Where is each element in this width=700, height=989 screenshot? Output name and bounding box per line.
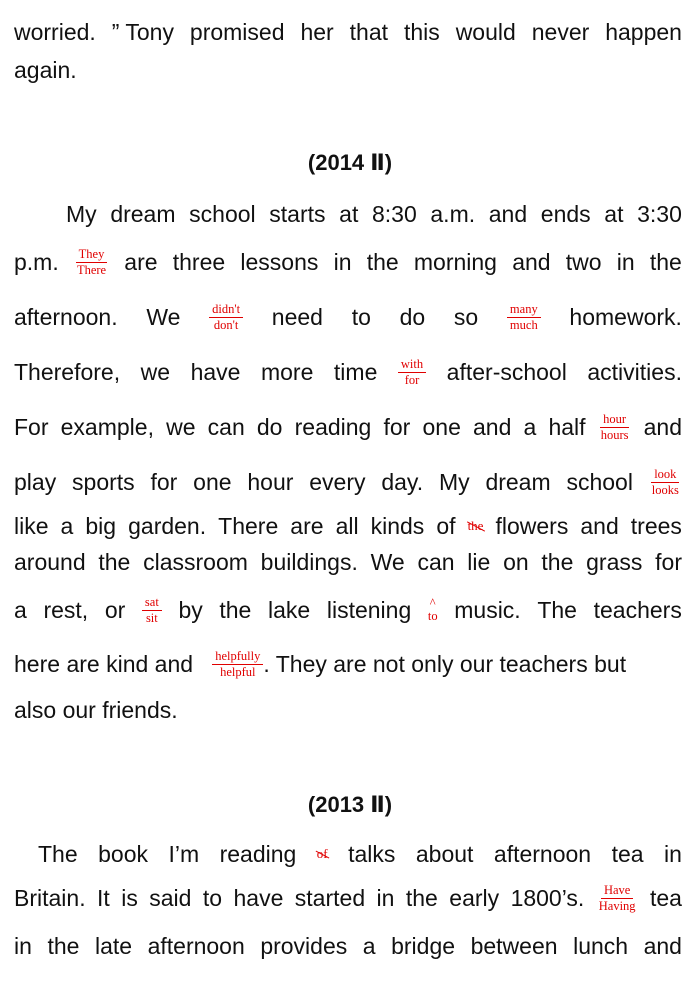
word: and [643,413,682,440]
text-line [14,462,682,502]
word: trees [630,512,682,539]
word: big [85,512,117,539]
correction-mark [649,467,682,498]
word: dream [485,468,551,495]
word: school [189,200,256,227]
word: half [548,413,586,440]
word: look [651,467,679,483]
word: again. [14,56,77,83]
word: Having [598,898,636,913]
word: are [124,248,158,275]
word: and [488,200,528,227]
word: . They [263,650,327,677]
word: talks [348,840,396,867]
word: the [541,548,574,575]
word: in [616,248,635,275]
word: many [507,302,541,318]
word: have [190,358,241,385]
word: the [366,248,399,275]
word: at [604,200,624,227]
word: sit [145,610,158,625]
word: with [398,357,426,373]
word: example, [60,413,154,440]
text-line [14,297,682,337]
word: hour [247,468,294,495]
word: My [66,200,97,227]
word: provides [260,932,348,959]
word: teachers [499,650,588,677]
word: We [370,548,405,575]
word: hours [600,427,629,442]
correction-mark [209,302,243,333]
word: much [509,317,538,332]
text-line [14,352,682,392]
word: of [436,512,456,539]
word: school [566,468,633,495]
word: her [300,18,334,45]
word: For [14,413,49,440]
text-line [14,50,682,90]
word: can [207,413,245,440]
word: don't [213,317,239,332]
word: the [219,596,252,623]
word: we [166,413,196,440]
word: the [405,884,438,911]
word: we [140,358,171,385]
word: all [335,512,359,539]
word: music. [454,596,521,623]
correction-mark [212,649,263,680]
deletion-mark: of [316,846,328,861]
word: between [470,932,558,959]
word: for [383,413,411,440]
word: a [14,596,27,623]
word: are [290,512,324,539]
word: The [38,840,78,867]
word: need [271,303,323,330]
word: to [427,609,438,623]
word: promised [189,18,285,45]
text-line [14,407,682,447]
word: They [76,247,108,263]
word: There [76,262,107,277]
word: teachers [593,596,682,623]
word: listening [326,596,412,623]
word: a [60,512,74,539]
word: this [403,18,440,45]
word: for [150,468,178,495]
text-line [14,506,682,546]
correction-mark [596,883,639,914]
correction-mark [142,595,162,626]
word: for [655,548,682,575]
correction-mark [398,357,426,388]
word: that [349,18,389,45]
word: garden. [128,512,207,539]
word: Have [601,883,633,899]
word: are [333,650,367,677]
word: lie [467,548,491,575]
word: in [14,932,32,959]
word: a.m. [430,200,476,227]
word: Britain. [14,884,86,911]
word: and [154,650,194,677]
word: morning [413,248,497,275]
word: and [473,413,512,440]
word: so [453,303,479,330]
word: homework. [569,303,682,330]
word: ” Tony [111,18,174,45]
word: in [333,248,352,275]
word: more [260,358,314,385]
word: or [104,596,126,623]
word: can [417,548,455,575]
word: ^ [429,596,436,610]
word: two [565,248,602,275]
insertion-mark [428,597,438,623]
word: dream [110,200,176,227]
word: for [404,372,420,387]
word: one [422,413,461,440]
word: Therefore, [14,358,121,385]
word: and [580,512,619,539]
word: There [218,512,279,539]
word: afternoon. [14,303,118,330]
word: book [98,840,148,867]
word: worried. [14,18,96,45]
word: looks [651,482,679,497]
word: around [14,548,86,575]
deletion-mark: the [467,518,484,533]
text-line [14,542,682,582]
word: 3:30 [637,200,682,227]
word: but [594,650,627,677]
word: do [256,413,283,440]
word: started [294,884,366,911]
word: p.m. [14,248,59,275]
word: reading [219,840,297,867]
word: in [376,884,395,911]
section-heading: (2014 Ⅱ) [307,150,393,175]
word: reading [294,413,372,440]
word: early [449,884,500,911]
word: tea [649,884,682,911]
text-line [14,590,682,630]
text-line [14,878,682,918]
section-heading: (2013 Ⅱ) [307,792,393,817]
word: afternoon [147,932,245,959]
word: happen [605,18,682,45]
word: lake [268,596,311,623]
word: kinds [370,512,425,539]
word: like [14,512,49,539]
word: a [523,413,537,440]
text-line [14,12,682,52]
text-line [38,834,682,874]
word: three [172,248,226,275]
word: day. [381,468,424,495]
word: The [537,596,577,623]
word: is [121,884,138,911]
word: time [333,358,378,385]
word: play [14,468,57,495]
word: afternoon [493,840,592,867]
word: helpfully [212,649,263,665]
word: a [362,932,376,959]
word: lunch [573,932,629,959]
word: on [503,548,529,575]
word: didn't [209,302,243,318]
word: only [411,650,454,677]
word: 1800’s. [510,884,585,911]
word: not [372,650,405,677]
word: one [193,468,232,495]
word: My [438,468,470,495]
word: have [233,884,284,911]
word: in [664,840,682,867]
word: activities. [587,358,682,385]
correction-mark [74,247,109,278]
word: kind [106,650,149,677]
word: by [178,596,203,623]
word: at [339,200,359,227]
word: never [531,18,590,45]
word: our [459,650,494,677]
word: tea [611,840,644,867]
text-line [14,644,682,684]
word: ends [540,200,591,227]
word: sat [142,595,162,611]
word: 8:30 [371,200,417,227]
word: flowers [495,512,569,539]
word: late [94,932,133,959]
word: buildings. [260,548,358,575]
word: and [643,932,682,959]
word: to [351,303,371,330]
word: also our friends. [14,696,178,723]
word: classroom [143,548,248,575]
word: are [66,650,100,677]
correction-mark [598,412,632,443]
word: do [399,303,426,330]
word: rest, [43,596,89,623]
word: grass [586,548,643,575]
word: the [649,248,682,275]
correction-mark [507,302,541,333]
word: We [146,303,181,330]
word: the [98,548,131,575]
word: would [455,18,516,45]
word: helpful [220,664,256,679]
word: to [202,884,223,911]
word: It [97,884,110,911]
word: and [512,248,551,275]
word: sports [72,468,135,495]
word: bridge [391,932,456,959]
word: the [47,932,80,959]
text-line [66,194,682,234]
word: hour [600,412,629,428]
text-line [14,926,682,966]
word: starts [269,200,326,227]
text-line [14,690,682,730]
word: I’m [168,840,200,867]
text-line [14,242,682,282]
word: here [14,650,61,677]
word: after-school [446,358,567,385]
word: lessons [240,248,319,275]
word: about [415,840,474,867]
word: every [309,468,366,495]
word: said [149,884,192,911]
